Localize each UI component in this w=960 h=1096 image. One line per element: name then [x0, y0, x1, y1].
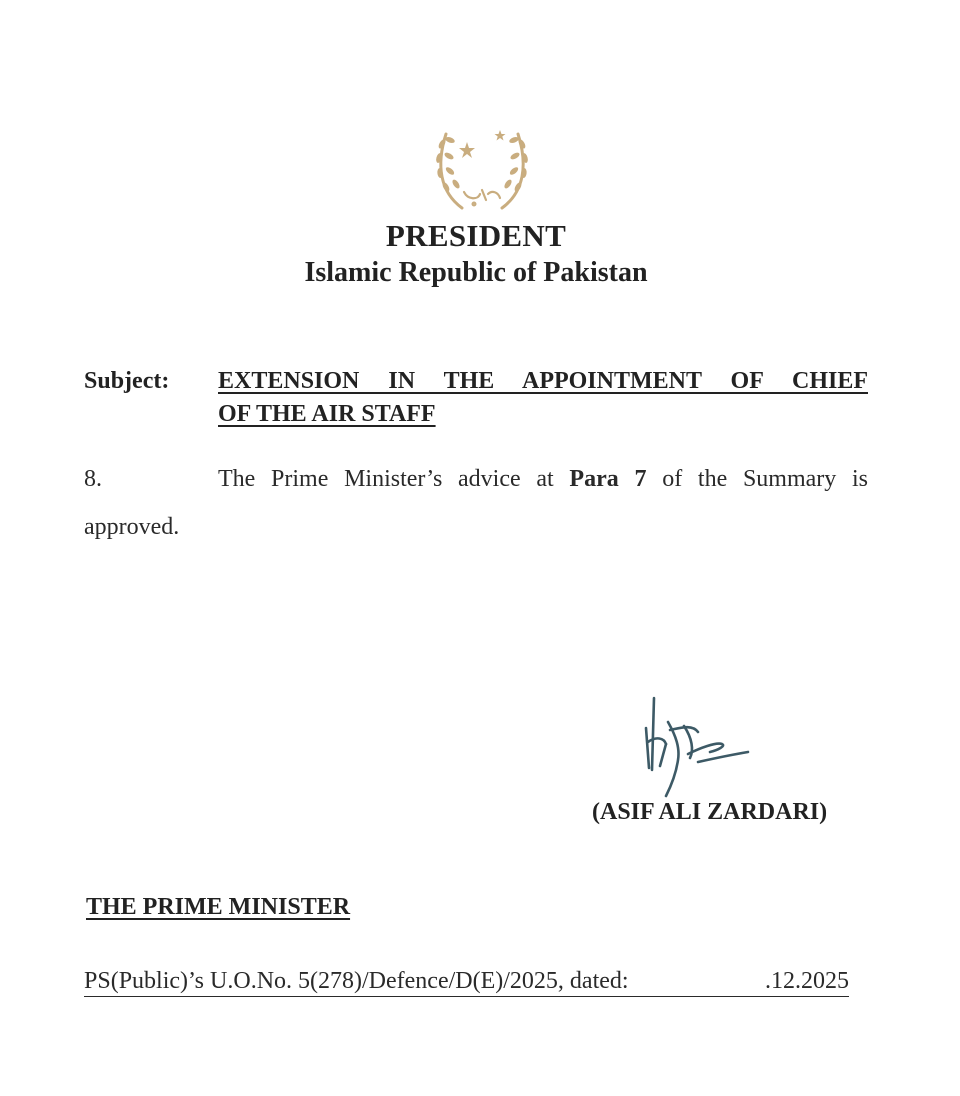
paragraph-text-end: of the Summary is — [646, 466, 869, 492]
addressee: THE PRIME MINISTER — [86, 894, 351, 920]
paragraph-number: 8. — [84, 466, 102, 492]
reference-date: .12.2025 — [765, 968, 849, 994]
paragraph-text — [218, 466, 868, 493]
page-subtitle: Islamic Republic of Pakistan — [304, 257, 648, 288]
signature-icon — [636, 692, 756, 802]
signatory-name: (ASIF ALI ZARDARI) — [592, 799, 828, 825]
page-title: PRESIDENT — [385, 218, 567, 253]
emblem-icon — [430, 120, 534, 214]
subject-text-line-2: OF THE AIR STAFF — [218, 401, 436, 427]
reference-line — [84, 968, 849, 997]
paragraph-continuation: approved. — [84, 514, 180, 540]
subject-label: Subject: — [84, 368, 170, 394]
paragraph-reference: Para 7 — [569, 466, 647, 492]
reference-number: PS(Public)’s U.O.No. 5(278)/Defence/D(E)/2025, dated: — [84, 968, 629, 994]
paragraph-text-start: The Prime Minister’s advice at — [218, 466, 570, 492]
subject-text-line-1: EXTENSION IN THE APPOINTMENT OF CHIEF — [218, 368, 868, 394]
